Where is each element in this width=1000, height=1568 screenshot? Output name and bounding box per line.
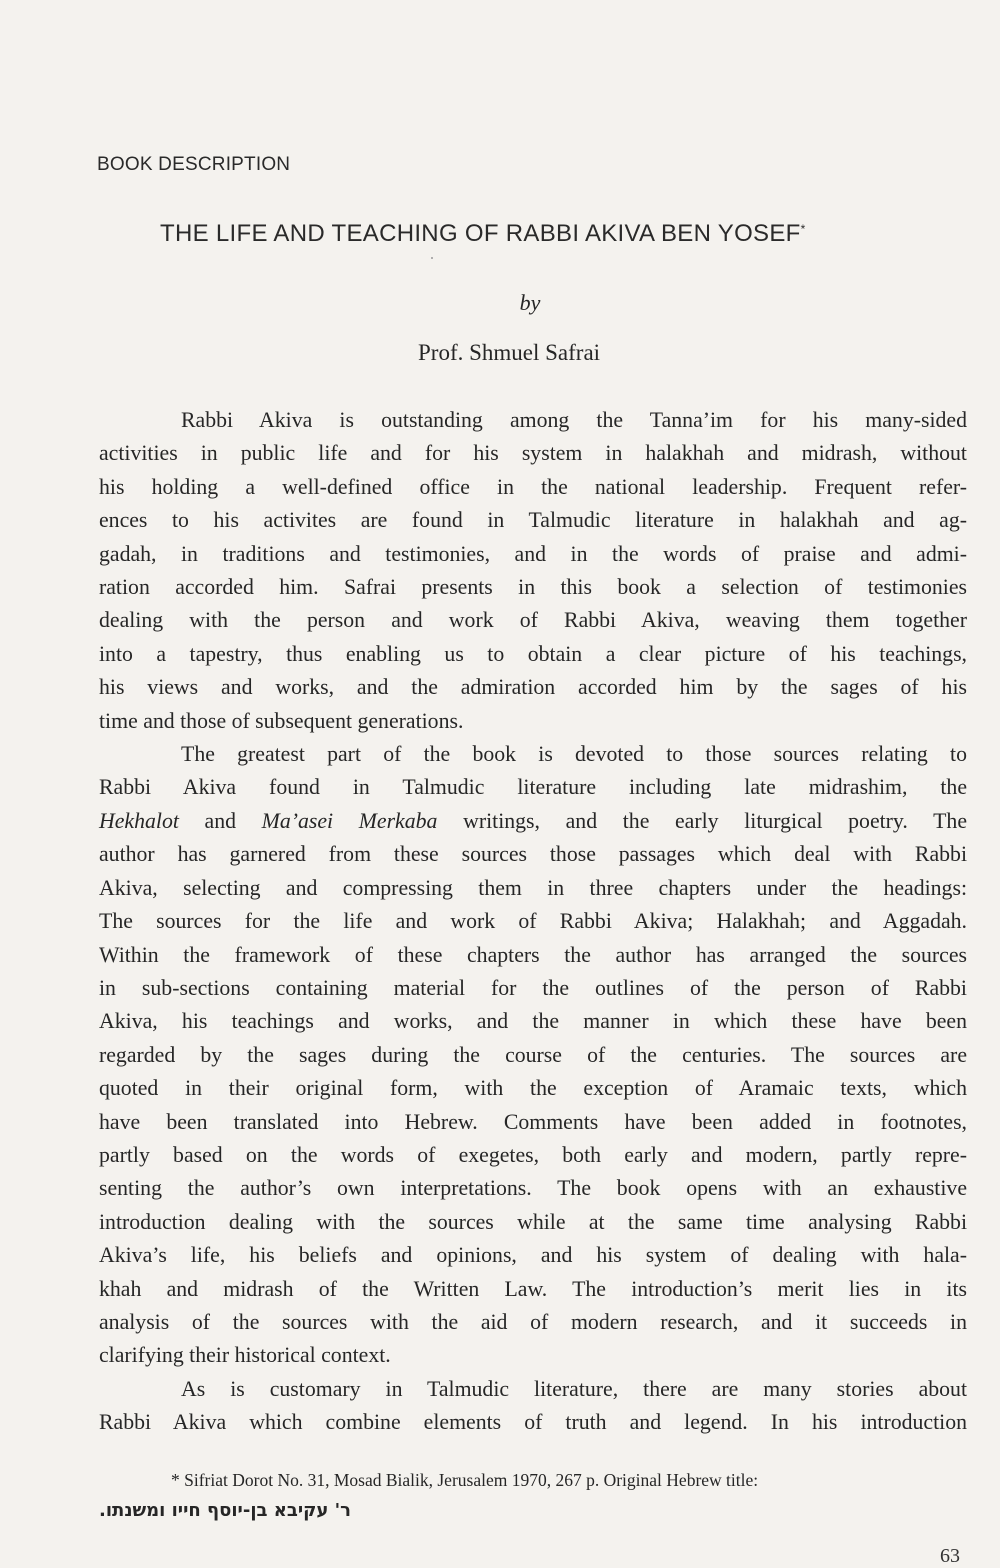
body-line: in sub-sections containing material for the outlines of the person of Rabbi xyxy=(99,975,967,1000)
body-line: ration accorded him. Safrai presents in this book a selection of testimonies xyxy=(99,575,967,600)
body-line: Rabbi Akiva is outstanding among the Tanna’im for his many-sided xyxy=(181,408,967,432)
section-label: BOOK DESCRIPTION xyxy=(97,154,291,175)
body-line: gadah, in traditions and testimonies, and in the words of praise and admi- xyxy=(99,541,967,566)
scan-speck xyxy=(431,257,433,259)
body-line: his views and works, and the admiration accorded him by the sages of his xyxy=(99,675,967,700)
body-line: quoted in their original form, with the exception of Aramaic texts, which xyxy=(99,1076,967,1101)
byline: by xyxy=(519,290,541,315)
body-line: his holding a well-defined office in the national leadership. Frequent refer- xyxy=(99,474,967,499)
italic-title: Ma’asei Merkaba xyxy=(261,808,438,833)
footnote-text: Sifriat Dorot No. 31, Mosad Bialik, Jerusalem 1970, 267 p. Original Hebrew title: xyxy=(184,1470,759,1490)
body-line: author has garnered from these sources those passages which deal with Rabbi xyxy=(99,842,967,867)
italic-title: Hekhalot xyxy=(99,808,179,833)
hebrew-title: ר' עקיבא בן-יוסף חייו ומשנתו. xyxy=(99,1500,351,1521)
footnote-mark: * xyxy=(171,1470,180,1490)
article-title xyxy=(160,220,806,248)
body-line: Akiva’s life, his beliefs and opinions, and his system of dealing with hala- xyxy=(99,1243,967,1268)
body-line: Akiva, selecting and compressing them in three chapters under the headings: xyxy=(99,875,967,900)
author-name: Prof. Shmuel Safrai xyxy=(418,340,601,365)
footnote-line-1 xyxy=(99,1465,967,1495)
body-line-part: writings, and the early liturgical poetry. The xyxy=(437,808,967,833)
body-line: introduction dealing with the sources while at the same time analysing Rabbi xyxy=(99,1209,967,1234)
body-line: partly based on the words of exegetes, both early and modern, partly repre- xyxy=(99,1142,967,1167)
body-line: Rabbi Akiva which combine elements of truth and legend. In his introduction xyxy=(99,1410,967,1435)
body-line: Within the framework of these chapters the author has arranged the sources xyxy=(99,942,967,967)
body-line: Akiva, his teachings and works, and the manner in which these have been xyxy=(99,1009,967,1034)
body-line: ences to his activites are found in Talmudic literature in halakhah and ag- xyxy=(99,508,967,533)
title-footnote-mark: * xyxy=(800,222,806,236)
article-title-text: THE LIFE AND TEACHING OF RABBI AKIVA BEN YOSEF xyxy=(160,220,801,247)
body-line: regarded by the sages during the course of the centuries. The sources are xyxy=(99,1042,967,1067)
footnote-line-2 xyxy=(99,1495,967,1526)
body-line: senting the author’s own interpretations. The book opens with an exhaustive xyxy=(99,1176,967,1201)
body-line: activities in public life and for his system in halakhah and midrash, without xyxy=(99,441,967,466)
body-line: The greatest part of the book is devoted to those sources relating to xyxy=(181,742,967,767)
footnote xyxy=(99,1465,967,1526)
body-line: time and those of subsequent generations. xyxy=(99,708,464,733)
body-line: dealing with the person and work of Rabbi Akiva, weaving them together xyxy=(99,608,967,633)
body-line: into a tapestry, thus enabling us to obtain a clear picture of his teachings, xyxy=(99,641,967,666)
body-line: analysis of the sources with the aid of modern research, and it succeeds in xyxy=(99,1309,967,1334)
body-line: have been translated into Hebrew. Comments have been added in footnotes, xyxy=(99,1109,967,1134)
body-line: The sources for the life and work of Rabbi Akiva; Halakhah; and Aggadah. xyxy=(99,909,967,934)
body-line-part: and xyxy=(178,808,262,833)
body-text xyxy=(99,404,967,1440)
page-number: 63 xyxy=(940,1545,960,1567)
body-line xyxy=(99,805,967,838)
body-line: khah and midrash of the Written Law. The introduction’s merit lies in its xyxy=(99,1276,967,1301)
body-line: As is customary in Talmudic literature, there are many stories about xyxy=(181,1376,967,1401)
body-line: Rabbi Akiva found in Talmudic literature including late midrashim, the xyxy=(99,775,967,800)
body-line: clarifying their historical context. xyxy=(99,1343,391,1368)
